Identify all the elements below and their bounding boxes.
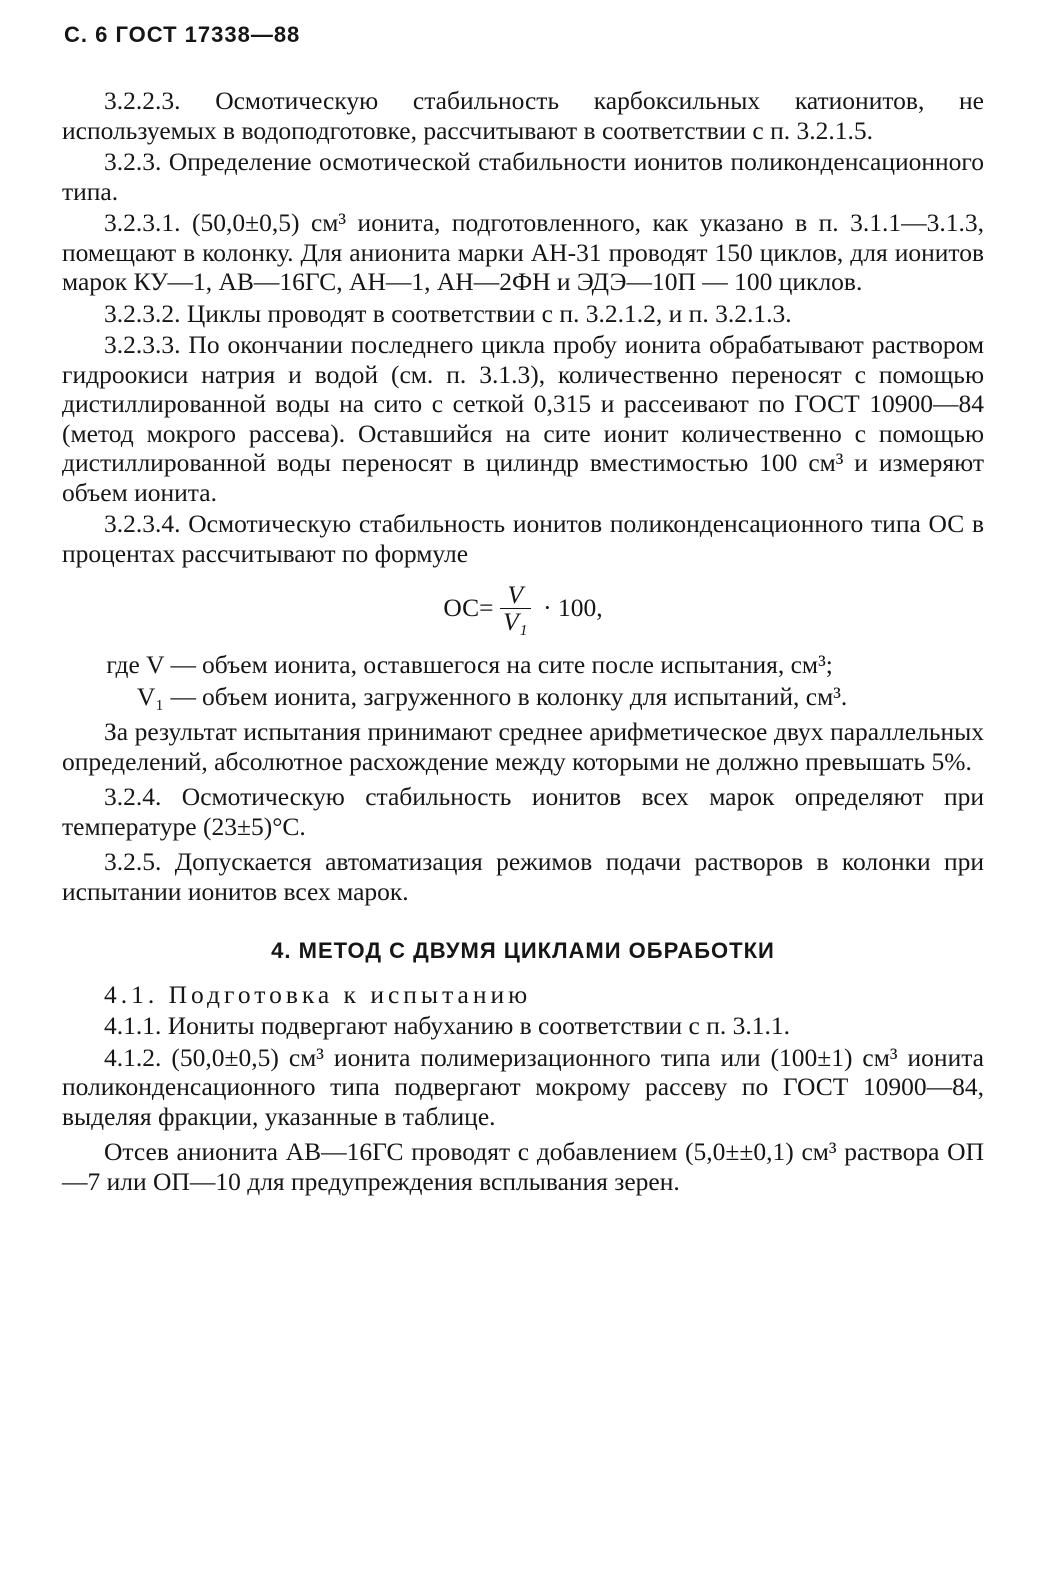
paragraph-3-2-2-3: 3.2.2.3. Осмотическую стабильность карбоксильных катионитов, не используемых в водоподготовке, рассчитывают в соответствии с п. 3.2.1.5. bbox=[62, 86, 984, 145]
where-v-text: объем ионита, оставшегося на сите после испытания, см³; bbox=[202, 650, 833, 679]
paragraph-3-2-5: 3.2.5. Допускается автоматизация режимов подачи растворов в колонки при испытании ионитов всех марок. bbox=[62, 847, 984, 906]
paragraph-4-1-1: 4.1.1. Иониты подвергают набуханию в соответствии с п. 3.1.1. bbox=[104, 1011, 790, 1040]
where-v1-text: объем ионита, загруженного в колонку для испытаний, см³. bbox=[202, 681, 848, 711]
page-header: С. 6 ГОСТ 17338—88 bbox=[64, 22, 301, 47]
where-v1 bbox=[62, 682, 984, 712]
where-v1-symbol: V₁ — bbox=[136, 681, 196, 711]
paragraph-3-2-3: 3.2.3. Определение осмотической стабильности ионитов поликонденсационного типа. bbox=[62, 147, 984, 206]
formula-fraction bbox=[500, 579, 532, 636]
paragraph-sifting: Отсев анионита АВ—16ГС проводят с добавлением (5,0±±0,1) см³ раствора ОП—7 или ОП—10 для предупреждения всплывания зерен. bbox=[62, 1137, 984, 1196]
paragraph-3-2-3-3: 3.2.3.3. По окончании последнего цикла пробу ионита обрабатывают раствором гидроокиси натрия и водой (см. п. 3.1.3), количественно переносят с помощью дистиллированной воды на сито с сеткой 0,315 и рассеивают по ГОСТ 10900—84 (метод мокрого рассева). Оставшийся на сите ионит количественно с помощью дистиллированной воды переносят в цилиндр вместимостью 100 см³ и измеряют объем ионита. bbox=[62, 330, 984, 507]
paragraph-3-2-4: 3.2.4. Осмотическую стабильность ионитов всех марок определяют при температуре (23±5)°С. bbox=[62, 782, 984, 841]
formula-rhs: · 100, bbox=[543, 593, 603, 623]
formula-denominator: V₁ bbox=[503, 606, 528, 636]
formula-os bbox=[62, 570, 984, 646]
formula-numerator: V bbox=[507, 579, 524, 609]
paragraph-3-2-3-2: 3.2.3.2. Циклы проводят в соответствии с п. 3.2.1.2, и п. 3.2.1.3. bbox=[104, 298, 792, 328]
where-v-symbol: где V — bbox=[106, 650, 196, 679]
formula-lhs: ОС= bbox=[443, 593, 494, 623]
subsection-4-1-title: 4.1. Подготовка к испытанию bbox=[104, 979, 532, 1009]
paragraph-3-2-3-4: 3.2.3.4. Осмотическую стабильность ионитов поликонденсационного типа ОС в процентах рассчитывают по формуле bbox=[62, 509, 984, 568]
where-v bbox=[62, 650, 984, 680]
paragraph-result: За результат испытания принимают среднее арифметическое двух параллельных определений, абсолютное расхождение между которыми не должно превышать 5%. bbox=[62, 717, 984, 776]
document-body bbox=[62, 86, 984, 1196]
paragraph-4-1-2: 4.1.2. (50,0±0,5) см³ ионита полимеризационного типа или (100±1) см³ ионита поликонденсационного типа подвергают мокрому рассеву по ГОСТ 10900—84, выделяя фракции, указанные в таблице. bbox=[62, 1042, 984, 1131]
paragraph-3-2-3-1: 3.2.3.1. (50,0±0,5) см³ ионита, подготовленного, как указано в п. 3.1.1—3.1.3, помещают в колонку. Для анионита марки АН-31 проводят 150 циклов, для ионитов марок КУ—1, АВ—16ГС, АН—1, АН—2ФН и ЭДЭ—10П — 100 циклов. bbox=[62, 208, 984, 296]
section-4-title: 4. МЕТОД С ДВУМЯ ЦИКЛАМИ ОБРАБОТКИ bbox=[271, 938, 775, 963]
